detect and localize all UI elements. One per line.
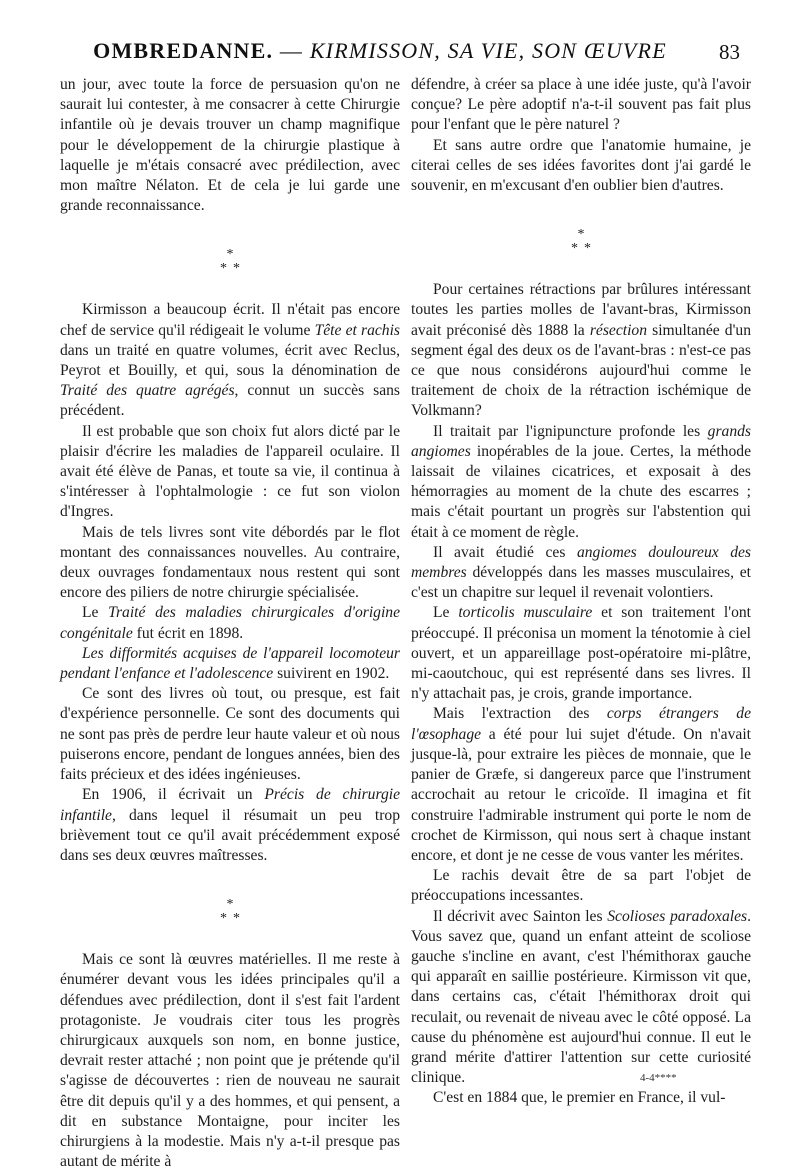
printer-signature-mark: 4-4****	[640, 1072, 677, 1084]
right-column	[411, 75, 751, 1109]
text-run: dans un traité en quatre volumes, écrit avec Reclus, Peyrot et Bouilly, et qui, sous la dénomination de	[60, 341, 400, 380]
paragraph	[411, 280, 751, 421]
paragraph	[60, 300, 400, 421]
text-run: En 1906, il écrivait un	[82, 786, 265, 804]
page-number: 83	[719, 40, 740, 64]
paragraph	[411, 907, 751, 1089]
paragraph: un jour, avec toute la force de persuasion qu'on ne saurait lui contester, à me consacrer à cette Chirurgie infantile où je devais trouver un champ magnifique pour le développement de la chirurgie plastique à laquelle je m'étais consacré avec prédilection, avec mon maître Nélaton. Et de cela je lui garde une grande reconnaissance.	[60, 76, 400, 215]
paragraph	[60, 785, 400, 866]
left-column	[60, 75, 400, 1172]
text-run: Le	[433, 604, 459, 622]
text-run: , dans lequel il résumait un peu trop brièvement tout ce qu'il avait précédemment exposé dans ses deux œuvres maîtresses.	[60, 806, 400, 864]
italic-title: Les difformités acquises de l'appareil locomoteur pendant l'enfance et l'adolescence	[60, 644, 400, 683]
italic-title: Traité des quatre agrégés	[60, 382, 235, 400]
text-run: Il décrivit avec Sainton les	[433, 907, 608, 925]
italic-title: Traité des maladies chirurgicales d'origine congénitale	[60, 604, 400, 642]
italic-term: angiomes douloureux des membres	[411, 543, 751, 582]
paragraph	[411, 704, 751, 866]
italic-title: Précis de chirurgie infantile	[60, 786, 400, 824]
italic-term: Scolioses paradoxales	[607, 907, 748, 925]
paragraph: Mais de tels livres sont vite débordés par le flot montant des connaissances nouvelles. Au contraire, deux ouvrages fondamentaux nous restent qui sont encore des piliers de notre chirurgie spécialisée.	[60, 523, 400, 602]
text-run: simultanée d'un segment égal des deux os de l'avant-bras : n'est-ce pas ce que nous considérons aujourd'hui comme le traitement de choix de la rétraction ischémique de Volkmann?	[411, 321, 751, 420]
italic-term: corps étrangers de l'œsophage	[411, 705, 751, 743]
paragraph	[411, 543, 751, 604]
text-run: et son traitement l'ont préoccupé. Il préconisa un moment la ténotomie à ciel ouvert, et un appareillage post-opératoire mi-plâtre, mi-caoutchouc, qui est représenté dans ses livres. Il n'y attachait pas, je crois, grande importance.	[411, 604, 751, 703]
text-run: inopérables de la joue. Certes, la méthode laissait de vilaines cicatrices, et exposait à des hémorragies au moment de la chute des escarres ; mais c'était pourtant un progrès sur l'abstention qui était à ce moment de règle.	[411, 442, 751, 541]
italic-term: grands angiomes	[411, 422, 751, 460]
text-run: développés dans les masses musculaires, et c'est un chapitre sur lequel il revenait volontiers.	[411, 564, 751, 602]
paragraph: C'est en 1884 que, le premier en France, il vul-	[433, 1089, 726, 1107]
separator-stars-bottom: **	[220, 261, 246, 277]
text-run: , connut un succès sans précédent.	[60, 382, 400, 420]
paragraph	[60, 603, 400, 643]
separator-stars-bottom: **	[220, 911, 246, 927]
header-dash: —	[273, 38, 310, 63]
text-run: Kirmisson a beaucoup écrit. Il n'était pas encore chef de service qu'il rédigeait le volume	[60, 301, 400, 339]
section-separator	[60, 898, 400, 926]
paragraph	[411, 603, 751, 704]
separator-stars-bottom: **	[571, 241, 597, 257]
paragraph: Mais ce sont là œuvres matérielles. Il me reste à énumérer devant vous les idées principales qu'il a défendues avec prédilection, dont il s'est fait l'ardent protagoniste. Je voudrais citer tous les progrès chirurgicaux auxquels son nom, en bonne justice, devrait rester attaché ; non point que je prétende qu'il s'agisse de découvertes : rien de nouveau ne saurait être dit depuis qu'il y a des hommes, et qui pensent, a dit en substance Montaigne, pour inciter les chirurgiens à la modestie. Mais n'y a-t-il presque pas autant de mérite à	[60, 951, 400, 1171]
running-header	[0, 38, 800, 70]
text-run: suivirent en 1902.	[273, 665, 390, 683]
paragraph: Et sans autre ordre que l'anatomie humaine, je citerai celles de ses idées favorites dont j'ai gardé le souvenir, en m'excusant d'en oublier bien d'autres.	[411, 136, 751, 195]
header-title	[60, 38, 700, 64]
text-run: a été pour lui sujet d'étude. On n'avait jusque-là, pour extraire les pièces de monnaie, que le panier de Græfe, si dangereux parce que l'instrument accrochait au retour le cricoïde. Il imagina et fit construire l'admirable instrument qui porte le nom de crochet de Kirmisson, qui nous sert à chaque instant encore, et dont je ne cesse de vous vanter les mérites.	[411, 725, 751, 864]
separator-star-top: *	[226, 897, 234, 913]
paragraph: défendre, à créer sa place à une idée juste, qu'à l'avoir conçue? Le père adoptif n'a-t-il souvent pas fait plus pour l'enfant que le père naturel ?	[411, 76, 751, 134]
text-run: fut écrit en 1898.	[132, 624, 244, 642]
text-run: Il traitait par l'ignipuncture profonde les	[433, 422, 708, 440]
italic-title: Tête et rachis	[314, 321, 400, 339]
text-run: Il avait étudié ces	[433, 543, 577, 561]
paragraph	[411, 422, 751, 543]
paragraph	[60, 644, 400, 684]
text-run: . Vous savez que, quand un enfant atteint de scoliose gauche s'incline en avant, c'est l'hémithorax gauche qui apparaît en saillie postérieure. Kirmisson vit que, dans certains cas, c'était l'hémithorax droit qui reculait, ou revenait de niveau avec le côté opposé. La cause du phénomène est aujourd'hui connue. Il eut le grand mérite d'attirer l'attention sur cette curiosité clinique.	[411, 907, 751, 1087]
text-run: Le	[82, 604, 109, 622]
paragraph: Ce sont des livres où tout, ou presque, est fait d'expérience personnelle. Ce sont des documents qui ne sont pas près de perdre leur haute valeur et où nous puiserons encore, pendant de longues années, bien des faits précieux et des idées ingénieuses.	[60, 685, 400, 784]
header-subject: KIRMISSON, SA VIE, SON ŒUVRE	[309, 38, 667, 63]
paragraph: Le rachis devait être de sa part l'objet de préoccupations incessantes.	[411, 867, 751, 905]
separator-star-top: *	[577, 227, 585, 243]
header-author: OMBREDANNE.	[93, 38, 274, 63]
italic-term: résection	[589, 321, 648, 339]
section-separator	[411, 228, 751, 256]
text-run: Pour certaines rétractions par brûlures intéressant toutes les parties molles de l'avant-bras, Kirmisson avait préconisé dès 1888 la	[411, 281, 751, 339]
separator-star-top: *	[226, 247, 234, 263]
italic-term: torticolis musculaire	[458, 604, 593, 622]
text-run: Mais l'extraction des	[433, 705, 607, 723]
section-separator	[60, 248, 400, 276]
paragraph: Il est probable que son choix fut alors dicté par le plaisir d'écrire les maladies de l'appareil oculaire. Il avait été élève de Panas, et toute sa vie, il continua à s'intéresser à l'ophtalmologie : ce fut son violon d'Ingres.	[60, 422, 400, 521]
